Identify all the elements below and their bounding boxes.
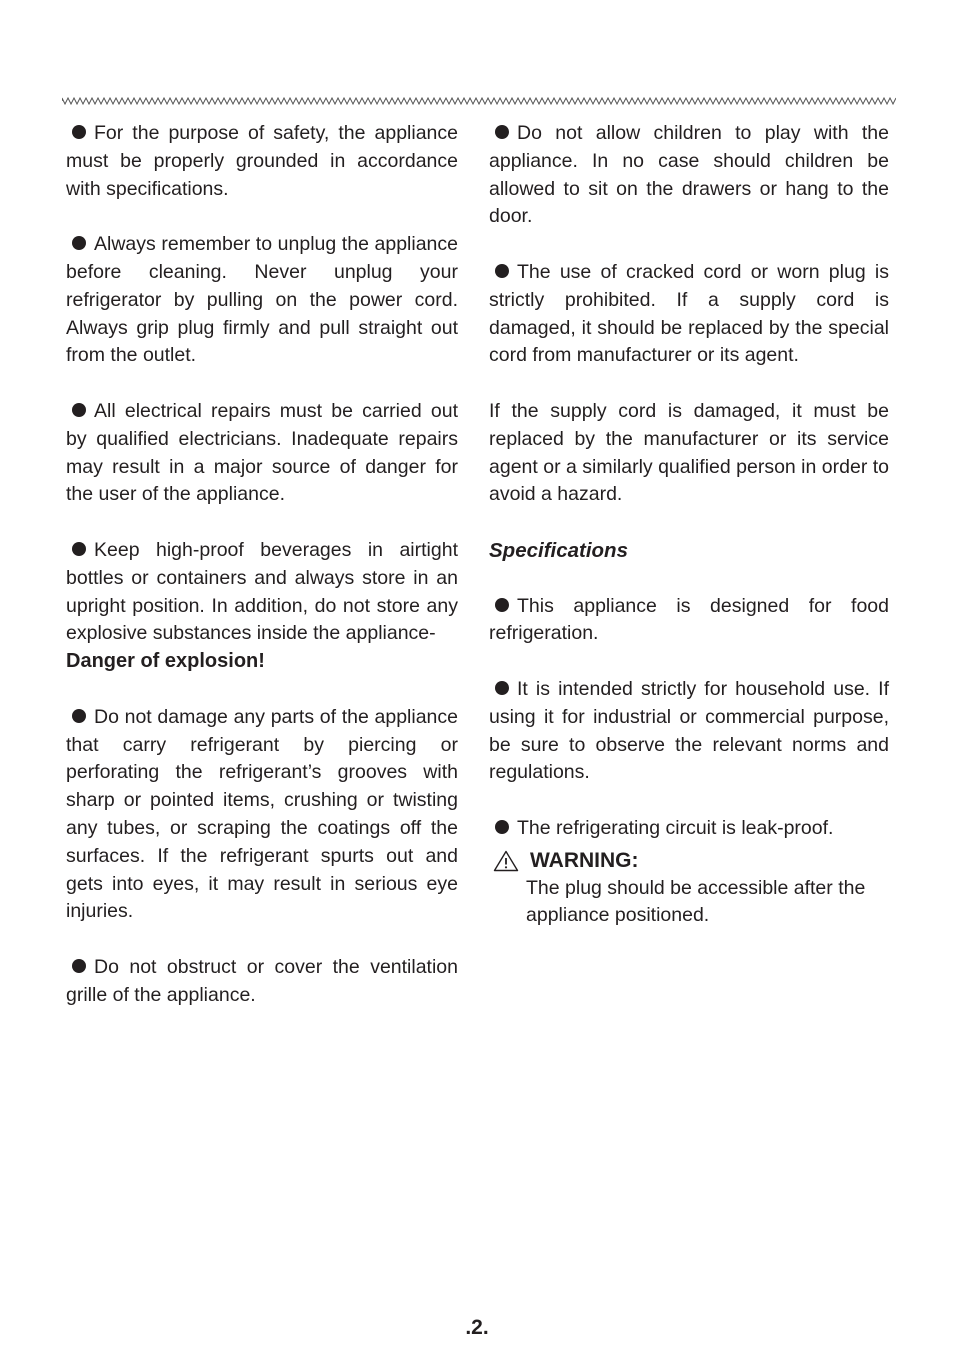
bullet-icon — [72, 236, 86, 250]
right-column — [489, 120, 889, 930]
bullet-icon — [495, 264, 509, 278]
specifications-heading: Specifications — [489, 538, 628, 562]
warning-text: The plug should be accessible after the appliance positioned. — [526, 876, 866, 927]
page-number: .2. — [465, 1316, 489, 1339]
bullet-icon — [495, 598, 509, 612]
ventilation-paragraph: Do not obstruct or cover the ventilation grille of the appliance. — [66, 955, 458, 1006]
explosion-danger-text: Danger of explosion! — [66, 650, 265, 673]
high-proof-beverages-paragraph: Keep high-proof beverages in airtight bottles or containers and always store in an upright position. In addition, do not store any explosive substances inside the appliance- Danger of explosion! — [66, 537, 458, 676]
supply-cord-paragraph: If the supply cord is damaged, it must be replaced by the manufacturer or its service agent or a similarly qualified person in order to avoid a hazard. — [489, 399, 889, 506]
bullet-icon — [72, 959, 86, 973]
household-use-paragraph: It is intended strictly for household use. If using it for industrial or commercial purpose, be sure to observe the relevant norms and regulations. — [489, 677, 889, 784]
food-refrigeration-paragraph: This appliance is designed for food refrigeration. — [489, 594, 889, 645]
refrigerant-parts-paragraph: Do not damage any parts of the appliance that carry refrigerant by piercing or perforating the refrigerant’s grooves with sharp or pointed items, crushing or twisting any tubes, or scraping the coatings off the surfaces. If the refrigerant spurts out and gets into eyes, it may result in serious eye injuries. — [66, 705, 458, 923]
unplug-paragraph: Always remember to unplug the appliance before cleaning. Never unplug your refrigerator by pulling on the power cord. Always grip plug firmly and pull straight out from the outlet. — [66, 233, 458, 367]
warning-title — [489, 847, 889, 875]
bullet-icon — [72, 542, 86, 556]
bullet-icon — [72, 125, 86, 139]
left-column — [66, 120, 458, 1010]
safety-grounding-paragraph: For the purpose of safety, the appliance must be properly grounded in accordance with specifications. — [66, 122, 458, 200]
cracked-cord-paragraph: The use of cracked cord or worn plug is strictly prohibited. If a supply cord is damaged, it should be replaced by the special cord from manufacturer or its agent. — [489, 260, 889, 367]
bullet-icon — [72, 709, 86, 723]
warning-title-text: WARNING: — [530, 848, 639, 872]
electrical-repairs-paragraph: All electrical repairs must be carried out by qualified electricians. Inadequate repairs may result in a major source of danger for the user of the appliance. — [66, 399, 458, 506]
decorative-zigzag-rule — [62, 96, 896, 106]
warning-triangle-icon — [493, 850, 519, 872]
bullet-icon — [495, 125, 509, 139]
bullet-icon — [495, 681, 509, 695]
children-paragraph: Do not allow children to play with the appliance. In no case should children be allowed to sit on the drawers or hang to the door. — [489, 122, 889, 228]
bullet-icon — [72, 403, 86, 417]
bullet-icon — [495, 820, 509, 834]
leak-proof-paragraph: The refrigerating circuit is leak-proof. — [489, 815, 889, 843]
